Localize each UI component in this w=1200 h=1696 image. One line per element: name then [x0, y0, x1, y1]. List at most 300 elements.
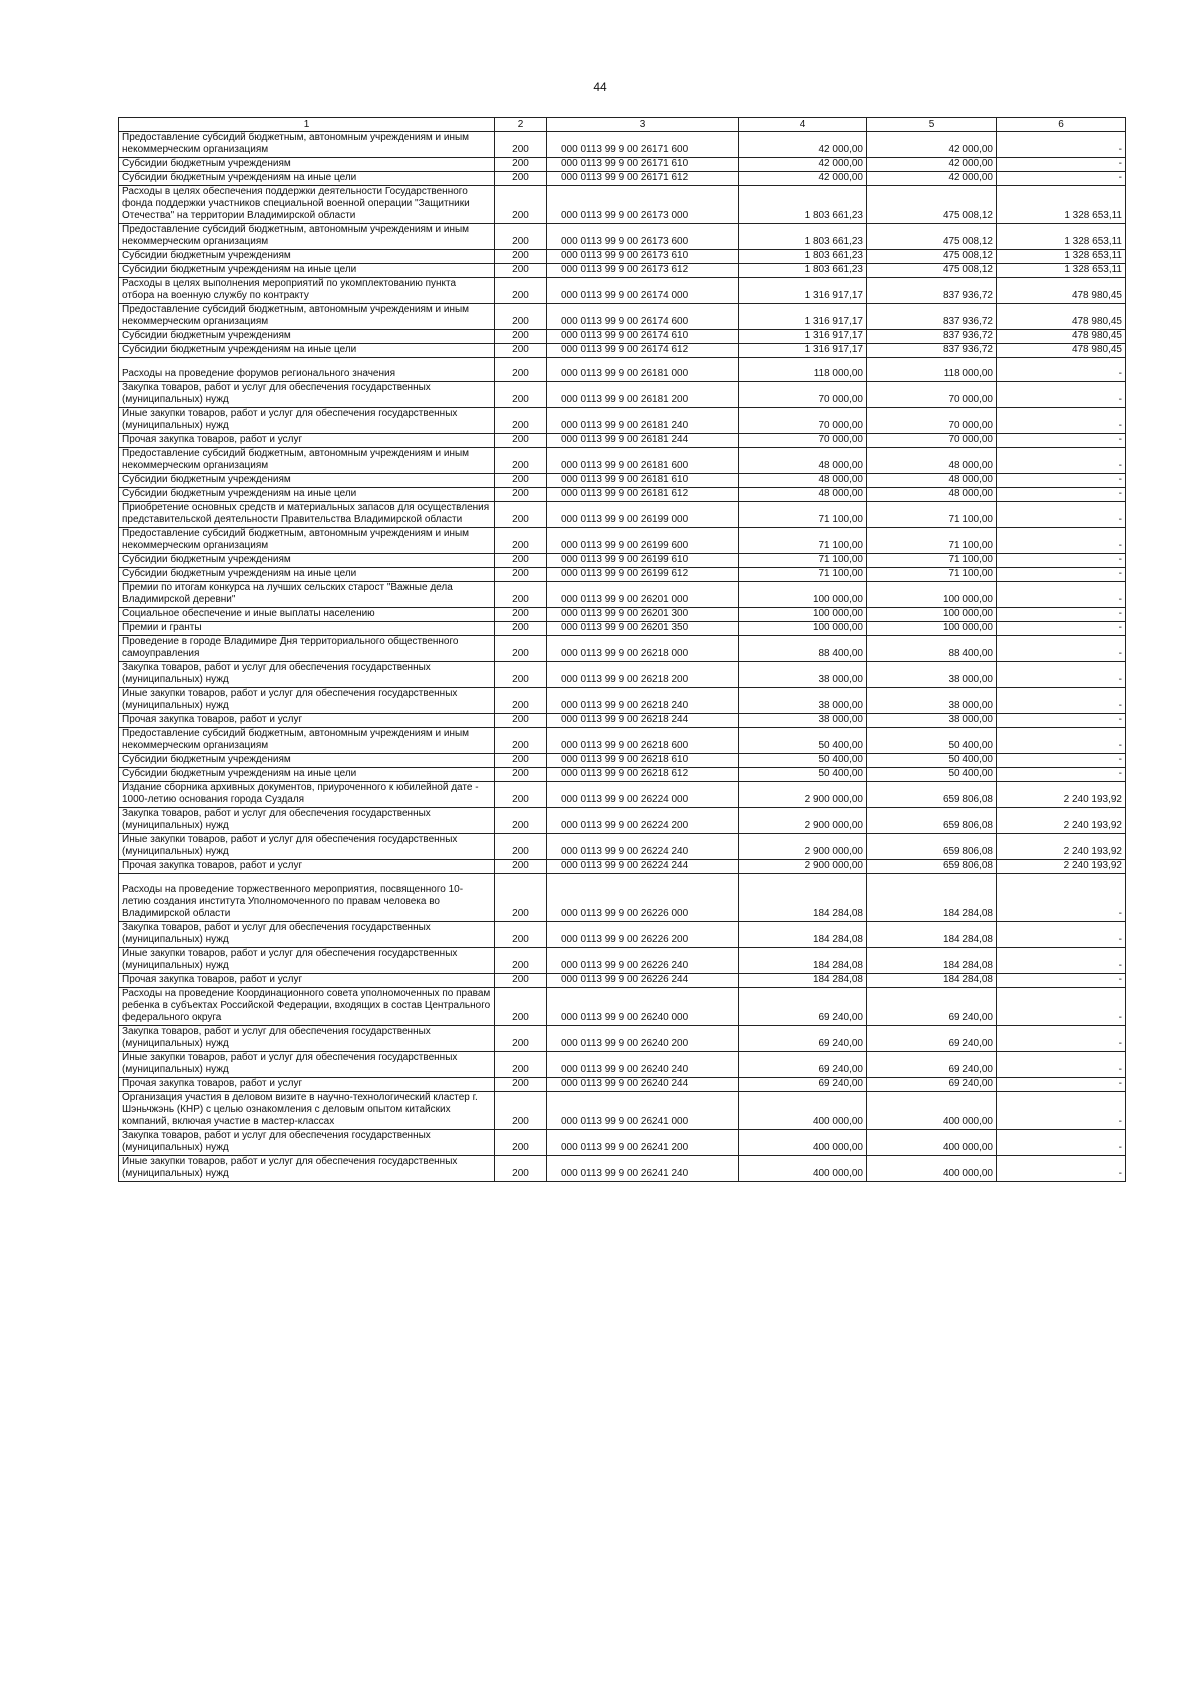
column-header: 3 [547, 118, 739, 132]
column-number-row [119, 118, 1126, 132]
row-executed-amount-cell: 38 000,00 [867, 688, 997, 714]
row-approved-amount-cell: 88 400,00 [739, 636, 867, 662]
row-code-col2-cell: 200 [495, 1052, 547, 1078]
row-code-col2-cell: 200 [495, 622, 547, 636]
table-row [119, 662, 1126, 688]
row-budget-code-cell: 000 0113 99 9 00 26174 612 [547, 344, 739, 358]
row-name-cell: Закупка товаров, работ и услуг для обеспечения государственных (муниципальных) нужд [119, 662, 495, 688]
row-approved-amount-cell: 100 000,00 [739, 608, 867, 622]
table-row [119, 132, 1126, 158]
row-executed-amount-cell: 50 400,00 [867, 728, 997, 754]
row-approved-amount-cell: 48 000,00 [739, 488, 867, 502]
row-approved-amount-cell: 184 284,08 [739, 974, 867, 988]
row-name-cell: Прочая закупка товаров, работ и услуг [119, 1078, 495, 1092]
table-row [119, 382, 1126, 408]
row-remaining-amount-cell: 478 980,45 [997, 278, 1126, 304]
table-row [119, 554, 1126, 568]
row-executed-amount-cell: 71 100,00 [867, 502, 997, 528]
row-remaining-amount-cell: - [997, 1078, 1126, 1092]
row-name-cell: Расходы в целях обеспечения поддержки деятельности Государственного фонда поддержки участников специальной военной операции "Защитники Отечества" на территории Владимирской области [119, 186, 495, 224]
table-row [119, 250, 1126, 264]
row-executed-amount-cell: 69 240,00 [867, 1078, 997, 1092]
row-budget-code-cell: 000 0113 99 9 00 26241 000 [547, 1092, 739, 1130]
row-approved-amount-cell: 69 240,00 [739, 988, 867, 1026]
row-approved-amount-cell: 184 284,08 [739, 874, 867, 922]
row-remaining-amount-cell: - [997, 158, 1126, 172]
row-executed-amount-cell: 400 000,00 [867, 1156, 997, 1182]
row-remaining-amount-cell: 2 240 193,92 [997, 834, 1126, 860]
row-code-col2-cell: 200 [495, 608, 547, 622]
row-code-col2-cell: 200 [495, 330, 547, 344]
row-approved-amount-cell: 71 100,00 [739, 554, 867, 568]
row-code-col2-cell: 200 [495, 382, 547, 408]
row-approved-amount-cell: 71 100,00 [739, 502, 867, 528]
row-name-cell: Расходы на проведение форумов регионального значения [119, 358, 495, 382]
row-remaining-amount-cell: - [997, 172, 1126, 186]
row-approved-amount-cell: 1 316 917,17 [739, 330, 867, 344]
column-header: 5 [867, 118, 997, 132]
row-code-col2-cell: 200 [495, 1092, 547, 1130]
table-row [119, 860, 1126, 874]
row-approved-amount-cell: 38 000,00 [739, 688, 867, 714]
row-budget-code-cell: 000 0113 99 9 00 26181 600 [547, 448, 739, 474]
row-budget-code-cell: 000 0113 99 9 00 26174 600 [547, 304, 739, 330]
row-budget-code-cell: 000 0113 99 9 00 26199 612 [547, 568, 739, 582]
row-remaining-amount-cell: - [997, 448, 1126, 474]
table-row [119, 808, 1126, 834]
row-name-cell: Субсидии бюджетным учреждениям [119, 250, 495, 264]
row-executed-amount-cell: 71 100,00 [867, 568, 997, 582]
row-remaining-amount-cell: - [997, 636, 1126, 662]
row-budget-code-cell: 000 0113 99 9 00 26173 612 [547, 264, 739, 278]
table-row [119, 714, 1126, 728]
row-budget-code-cell: 000 0113 99 9 00 26181 612 [547, 488, 739, 502]
row-approved-amount-cell: 69 240,00 [739, 1052, 867, 1078]
row-approved-amount-cell: 71 100,00 [739, 528, 867, 554]
row-executed-amount-cell: 42 000,00 [867, 158, 997, 172]
row-code-col2-cell: 200 [495, 278, 547, 304]
row-code-col2-cell: 200 [495, 834, 547, 860]
row-approved-amount-cell: 50 400,00 [739, 754, 867, 768]
budget-table [118, 117, 1126, 1182]
row-executed-amount-cell: 184 284,08 [867, 974, 997, 988]
table-row [119, 474, 1126, 488]
row-approved-amount-cell: 70 000,00 [739, 382, 867, 408]
row-name-cell: Организация участия в деловом визите в научно-технологический кластер г. Шэньчжэнь (КНР) с целью ознакомления с деловым опытом китайских компаний, включая участие в мастер-классах [119, 1092, 495, 1130]
row-budget-code-cell: 000 0113 99 9 00 26218 612 [547, 768, 739, 782]
row-approved-amount-cell: 50 400,00 [739, 728, 867, 754]
row-budget-code-cell: 000 0113 99 9 00 26240 244 [547, 1078, 739, 1092]
row-budget-code-cell: 000 0113 99 9 00 26224 000 [547, 782, 739, 808]
table-row [119, 1130, 1126, 1156]
row-remaining-amount-cell: - [997, 1130, 1126, 1156]
table-row [119, 1092, 1126, 1130]
row-remaining-amount-cell: - [997, 754, 1126, 768]
row-code-col2-cell: 200 [495, 688, 547, 714]
row-approved-amount-cell: 1 316 917,17 [739, 304, 867, 330]
column-header: 6 [997, 118, 1126, 132]
row-code-col2-cell: 200 [495, 528, 547, 554]
row-remaining-amount-cell: - [997, 988, 1126, 1026]
row-code-col2-cell: 200 [495, 860, 547, 874]
row-remaining-amount-cell: - [997, 1092, 1126, 1130]
table-row [119, 1026, 1126, 1052]
row-budget-code-cell: 000 0113 99 9 00 26240 000 [547, 988, 739, 1026]
table-row [119, 974, 1126, 988]
row-name-cell: Предоставление субсидий бюджетным, автономным учреждениям и иным некоммерческим организациям [119, 224, 495, 250]
row-executed-amount-cell: 69 240,00 [867, 1026, 997, 1052]
row-budget-code-cell: 000 0113 99 9 00 26181 000 [547, 358, 739, 382]
row-budget-code-cell: 000 0113 99 9 00 26226 240 [547, 948, 739, 974]
table-row [119, 344, 1126, 358]
row-name-cell: Закупка товаров, работ и услуг для обеспечения государственных (муниципальных) нужд [119, 922, 495, 948]
row-name-cell: Приобретение основных средств и материальных запасов для осуществления представительской деятельности Правительства Владимирской области [119, 502, 495, 528]
row-executed-amount-cell: 50 400,00 [867, 754, 997, 768]
row-approved-amount-cell: 100 000,00 [739, 582, 867, 608]
row-name-cell: Иные закупки товаров, работ и услуг для обеспечения государственных (муниципальных) нужд [119, 1156, 495, 1182]
row-name-cell: Издание сборника архивных документов, приуроченного к юбилейной дате - 1000-летию основания города Суздаля [119, 782, 495, 808]
row-code-col2-cell: 200 [495, 1078, 547, 1092]
table-row [119, 1078, 1126, 1092]
column-header: 4 [739, 118, 867, 132]
row-executed-amount-cell: 118 000,00 [867, 358, 997, 382]
row-remaining-amount-cell: - [997, 132, 1126, 158]
table-row [119, 568, 1126, 582]
table-row [119, 834, 1126, 860]
row-name-cell: Иные закупки товаров, работ и услуг для обеспечения государственных (муниципальных) нужд [119, 688, 495, 714]
row-budget-code-cell: 000 0113 99 9 00 26226 244 [547, 974, 739, 988]
row-remaining-amount-cell: - [997, 922, 1126, 948]
row-code-col2-cell: 200 [495, 250, 547, 264]
row-executed-amount-cell: 837 936,72 [867, 278, 997, 304]
row-budget-code-cell: 000 0113 99 9 00 26171 612 [547, 172, 739, 186]
row-approved-amount-cell: 38 000,00 [739, 662, 867, 688]
table-row [119, 224, 1126, 250]
row-budget-code-cell: 000 0113 99 9 00 26218 610 [547, 754, 739, 768]
row-code-col2-cell: 200 [495, 264, 547, 278]
row-code-col2-cell: 200 [495, 728, 547, 754]
row-executed-amount-cell: 69 240,00 [867, 988, 997, 1026]
row-remaining-amount-cell: - [997, 622, 1126, 636]
row-budget-code-cell: 000 0113 99 9 00 26224 200 [547, 808, 739, 834]
row-executed-amount-cell: 659 806,08 [867, 860, 997, 874]
row-budget-code-cell: 000 0113 99 9 00 26218 600 [547, 728, 739, 754]
row-remaining-amount-cell: 1 328 653,11 [997, 186, 1126, 224]
row-executed-amount-cell: 837 936,72 [867, 304, 997, 330]
page-number: 44 [593, 80, 607, 94]
table-row [119, 874, 1126, 922]
row-budget-code-cell: 000 0113 99 9 00 26201 350 [547, 622, 739, 636]
row-code-col2-cell: 200 [495, 1026, 547, 1052]
row-approved-amount-cell: 2 900 000,00 [739, 782, 867, 808]
row-remaining-amount-cell: - [997, 554, 1126, 568]
row-remaining-amount-cell: - [997, 528, 1126, 554]
row-name-cell: Расходы в целях выполнения мероприятий по укомплектованию пункта отбора на военную службу по контракту [119, 278, 495, 304]
row-name-cell: Субсидии бюджетным учреждениям на иные цели [119, 568, 495, 582]
row-budget-code-cell: 000 0113 99 9 00 26240 240 [547, 1052, 739, 1078]
row-remaining-amount-cell: - [997, 874, 1126, 922]
row-approved-amount-cell: 400 000,00 [739, 1156, 867, 1182]
row-budget-code-cell: 000 0113 99 9 00 26218 200 [547, 662, 739, 688]
row-remaining-amount-cell: - [997, 662, 1126, 688]
row-code-col2-cell: 200 [495, 974, 547, 988]
row-code-col2-cell: 200 [495, 568, 547, 582]
row-approved-amount-cell: 38 000,00 [739, 714, 867, 728]
row-remaining-amount-cell: 478 980,45 [997, 304, 1126, 330]
table-row [119, 448, 1126, 474]
row-executed-amount-cell: 38 000,00 [867, 714, 997, 728]
column-header: 1 [119, 118, 495, 132]
row-approved-amount-cell: 2 900 000,00 [739, 834, 867, 860]
row-budget-code-cell: 000 0113 99 9 00 26181 200 [547, 382, 739, 408]
row-name-cell: Субсидии бюджетным учреждениям [119, 754, 495, 768]
row-executed-amount-cell: 70 000,00 [867, 382, 997, 408]
row-budget-code-cell: 000 0113 99 9 00 26224 244 [547, 860, 739, 874]
row-remaining-amount-cell: - [997, 608, 1126, 622]
row-executed-amount-cell: 71 100,00 [867, 528, 997, 554]
row-budget-code-cell: 000 0113 99 9 00 26181 240 [547, 408, 739, 434]
table-row [119, 488, 1126, 502]
row-remaining-amount-cell: 478 980,45 [997, 330, 1126, 344]
row-remaining-amount-cell: - [997, 1026, 1126, 1052]
table-row [119, 948, 1126, 974]
row-budget-code-cell: 000 0113 99 9 00 26173 000 [547, 186, 739, 224]
row-budget-code-cell: 000 0113 99 9 00 26174 610 [547, 330, 739, 344]
row-budget-code-cell: 000 0113 99 9 00 26171 600 [547, 132, 739, 158]
row-name-cell: Прочая закупка товаров, работ и услуг [119, 434, 495, 448]
row-approved-amount-cell: 400 000,00 [739, 1130, 867, 1156]
row-executed-amount-cell: 837 936,72 [867, 344, 997, 358]
row-budget-code-cell: 000 0113 99 9 00 26181 244 [547, 434, 739, 448]
row-budget-code-cell: 000 0113 99 9 00 26240 200 [547, 1026, 739, 1052]
row-approved-amount-cell: 1 803 661,23 [739, 186, 867, 224]
column-header: 2 [495, 118, 547, 132]
table-row [119, 408, 1126, 434]
row-executed-amount-cell: 88 400,00 [867, 636, 997, 662]
row-budget-code-cell: 000 0113 99 9 00 26241 200 [547, 1130, 739, 1156]
row-name-cell: Предоставление субсидий бюджетным, автономным учреждениям и иным некоммерческим организациям [119, 528, 495, 554]
row-executed-amount-cell: 184 284,08 [867, 874, 997, 922]
row-remaining-amount-cell: 1 328 653,11 [997, 264, 1126, 278]
row-approved-amount-cell: 1 803 661,23 [739, 264, 867, 278]
row-code-col2-cell: 200 [495, 434, 547, 448]
row-budget-code-cell: 000 0113 99 9 00 26218 000 [547, 636, 739, 662]
row-executed-amount-cell: 659 806,08 [867, 782, 997, 808]
row-executed-amount-cell: 659 806,08 [867, 808, 997, 834]
row-name-cell: Субсидии бюджетным учреждениям [119, 474, 495, 488]
row-name-cell: Прочая закупка товаров, работ и услуг [119, 860, 495, 874]
row-code-col2-cell: 200 [495, 224, 547, 250]
row-budget-code-cell: 000 0113 99 9 00 26173 610 [547, 250, 739, 264]
row-approved-amount-cell: 1 803 661,23 [739, 250, 867, 264]
row-remaining-amount-cell: 478 980,45 [997, 344, 1126, 358]
row-approved-amount-cell: 42 000,00 [739, 172, 867, 186]
row-name-cell: Закупка товаров, работ и услуг для обеспечения государственных (муниципальных) нужд [119, 1130, 495, 1156]
row-name-cell: Субсидии бюджетным учреждениям на иные цели [119, 768, 495, 782]
row-name-cell: Предоставление субсидий бюджетным, автономным учреждениям и иным некоммерческим организациям [119, 304, 495, 330]
row-approved-amount-cell: 1 316 917,17 [739, 278, 867, 304]
row-budget-code-cell: 000 0113 99 9 00 26226 000 [547, 874, 739, 922]
row-code-col2-cell: 200 [495, 502, 547, 528]
row-name-cell: Закупка товаров, работ и услуг для обеспечения государственных (муниципальных) нужд [119, 382, 495, 408]
row-remaining-amount-cell: - [997, 768, 1126, 782]
row-code-col2-cell: 200 [495, 488, 547, 502]
row-executed-amount-cell: 70 000,00 [867, 434, 997, 448]
row-name-cell: Предоставление субсидий бюджетным, автономным учреждениям и иным некоммерческим организациям [119, 448, 495, 474]
row-approved-amount-cell: 69 240,00 [739, 1026, 867, 1052]
row-name-cell: Субсидии бюджетным учреждениям на иные цели [119, 172, 495, 186]
table-row [119, 582, 1126, 608]
row-remaining-amount-cell: - [997, 1156, 1126, 1182]
table-row [119, 330, 1126, 344]
row-name-cell: Прочая закупка товаров, работ и услуг [119, 974, 495, 988]
row-executed-amount-cell: 400 000,00 [867, 1092, 997, 1130]
row-code-col2-cell: 200 [495, 768, 547, 782]
row-executed-amount-cell: 400 000,00 [867, 1130, 997, 1156]
row-executed-amount-cell: 475 008,12 [867, 250, 997, 264]
row-name-cell: Иные закупки товаров, работ и услуг для обеспечения государственных (муниципальных) нужд [119, 1052, 495, 1078]
row-name-cell: Субсидии бюджетным учреждениям [119, 158, 495, 172]
row-approved-amount-cell: 48 000,00 [739, 448, 867, 474]
row-remaining-amount-cell: 1 328 653,11 [997, 250, 1126, 264]
row-budget-code-cell: 000 0113 99 9 00 26201 000 [547, 582, 739, 608]
row-name-cell: Иные закупки товаров, работ и услуг для обеспечения государственных (муниципальных) нужд [119, 408, 495, 434]
row-approved-amount-cell: 70 000,00 [739, 408, 867, 434]
row-name-cell: Расходы на проведение торжественного мероприятия, посвященного 10-летию создания института Уполномоченного по правам человека во Владимирской области [119, 874, 495, 922]
row-code-col2-cell: 200 [495, 808, 547, 834]
row-remaining-amount-cell: - [997, 358, 1126, 382]
row-name-cell: Субсидии бюджетным учреждениям на иные цели [119, 344, 495, 358]
row-remaining-amount-cell: - [997, 948, 1126, 974]
row-code-col2-cell: 200 [495, 948, 547, 974]
row-approved-amount-cell: 100 000,00 [739, 622, 867, 636]
row-name-cell: Прочая закупка товаров, работ и услуг [119, 714, 495, 728]
row-budget-code-cell: 000 0113 99 9 00 26181 610 [547, 474, 739, 488]
row-remaining-amount-cell: - [997, 502, 1126, 528]
table-row [119, 768, 1126, 782]
row-name-cell: Расходы на проведение Координационного совета уполномоченных по правам ребенка в субъектах Российской Федерации, входящих в состав Центрального федерального округа [119, 988, 495, 1026]
table-row [119, 922, 1126, 948]
row-budget-code-cell: 000 0113 99 9 00 26174 000 [547, 278, 739, 304]
row-code-col2-cell: 200 [495, 582, 547, 608]
row-executed-amount-cell: 475 008,12 [867, 224, 997, 250]
row-remaining-amount-cell: - [997, 568, 1126, 582]
row-code-col2-cell: 200 [495, 474, 547, 488]
row-code-col2-cell: 200 [495, 714, 547, 728]
row-executed-amount-cell: 184 284,08 [867, 922, 997, 948]
row-executed-amount-cell: 184 284,08 [867, 948, 997, 974]
row-approved-amount-cell: 71 100,00 [739, 568, 867, 582]
row-code-col2-cell: 200 [495, 158, 547, 172]
row-code-col2-cell: 200 [495, 922, 547, 948]
row-budget-code-cell: 000 0113 99 9 00 26199 600 [547, 528, 739, 554]
row-code-col2-cell: 200 [495, 172, 547, 186]
row-code-col2-cell: 200 [495, 782, 547, 808]
row-code-col2-cell: 200 [495, 554, 547, 568]
row-budget-code-cell: 000 0113 99 9 00 26199 610 [547, 554, 739, 568]
row-name-cell: Закупка товаров, работ и услуг для обеспечения государственных (муниципальных) нужд [119, 1026, 495, 1052]
row-name-cell: Иные закупки товаров, работ и услуг для обеспечения государственных (муниципальных) нужд [119, 834, 495, 860]
table-row [119, 304, 1126, 330]
table-row [119, 728, 1126, 754]
row-name-cell: Субсидии бюджетным учреждениям на иные цели [119, 264, 495, 278]
row-code-col2-cell: 200 [495, 988, 547, 1026]
row-approved-amount-cell: 48 000,00 [739, 474, 867, 488]
table-row [119, 988, 1126, 1026]
row-code-col2-cell: 200 [495, 1130, 547, 1156]
row-remaining-amount-cell: - [997, 582, 1126, 608]
row-code-col2-cell: 200 [495, 754, 547, 768]
table-row [119, 158, 1126, 172]
row-name-cell: Социальное обеспечение и иные выплаты населению [119, 608, 495, 622]
row-approved-amount-cell: 184 284,08 [739, 948, 867, 974]
table-row [119, 782, 1126, 808]
row-code-col2-cell: 200 [495, 408, 547, 434]
table-row [119, 608, 1126, 622]
row-approved-amount-cell: 50 400,00 [739, 768, 867, 782]
row-code-col2-cell: 200 [495, 662, 547, 688]
row-code-col2-cell: 200 [495, 344, 547, 358]
row-name-cell: Предоставление субсидий бюджетным, автономным учреждениям и иным некоммерческим организациям [119, 728, 495, 754]
row-executed-amount-cell: 100 000,00 [867, 582, 997, 608]
row-executed-amount-cell: 48 000,00 [867, 488, 997, 502]
row-executed-amount-cell: 50 400,00 [867, 768, 997, 782]
row-approved-amount-cell: 2 900 000,00 [739, 860, 867, 874]
row-executed-amount-cell: 100 000,00 [867, 608, 997, 622]
row-name-cell: Закупка товаров, работ и услуг для обеспечения государственных (муниципальных) нужд [119, 808, 495, 834]
row-budget-code-cell: 000 0113 99 9 00 26218 240 [547, 688, 739, 714]
table-row [119, 688, 1126, 714]
table-row [119, 1052, 1126, 1078]
row-name-cell: Иные закупки товаров, работ и услуг для обеспечения государственных (муниципальных) нужд [119, 948, 495, 974]
row-name-cell: Предоставление субсидий бюджетным, автономным учреждениям и иным некоммерческим организациям [119, 132, 495, 158]
table-row [119, 622, 1126, 636]
row-remaining-amount-cell: 2 240 193,92 [997, 860, 1126, 874]
row-remaining-amount-cell: - [997, 974, 1126, 988]
row-approved-amount-cell: 1 803 661,23 [739, 224, 867, 250]
row-executed-amount-cell: 38 000,00 [867, 662, 997, 688]
row-remaining-amount-cell: - [997, 434, 1126, 448]
row-name-cell: Проведение в городе Владимире Дня территориального общественного самоуправления [119, 636, 495, 662]
row-budget-code-cell: 000 0113 99 9 00 26171 610 [547, 158, 739, 172]
row-approved-amount-cell: 184 284,08 [739, 922, 867, 948]
table-row [119, 636, 1126, 662]
row-remaining-amount-cell: - [997, 474, 1126, 488]
table-row [119, 278, 1126, 304]
table-body [119, 132, 1126, 1182]
row-code-col2-cell: 200 [495, 186, 547, 224]
row-name-cell: Субсидии бюджетным учреждениям [119, 554, 495, 568]
row-remaining-amount-cell: - [997, 408, 1126, 434]
row-executed-amount-cell: 475 008,12 [867, 186, 997, 224]
row-approved-amount-cell: 2 900 000,00 [739, 808, 867, 834]
table-row [119, 1156, 1126, 1182]
table-row [119, 186, 1126, 224]
row-name-cell: Премии по итогам конкурса на лучших сельских старост "Важные дела Владимирской деревни" [119, 582, 495, 608]
row-remaining-amount-cell: - [997, 714, 1126, 728]
row-approved-amount-cell: 42 000,00 [739, 132, 867, 158]
row-approved-amount-cell: 42 000,00 [739, 158, 867, 172]
row-budget-code-cell: 000 0113 99 9 00 26224 240 [547, 834, 739, 860]
row-code-col2-cell: 200 [495, 304, 547, 330]
row-executed-amount-cell: 48 000,00 [867, 448, 997, 474]
row-executed-amount-cell: 659 806,08 [867, 834, 997, 860]
table-row [119, 754, 1126, 768]
row-budget-code-cell: 000 0113 99 9 00 26173 600 [547, 224, 739, 250]
row-name-cell: Премии и гранты [119, 622, 495, 636]
table-row [119, 358, 1126, 382]
row-executed-amount-cell: 475 008,12 [867, 264, 997, 278]
